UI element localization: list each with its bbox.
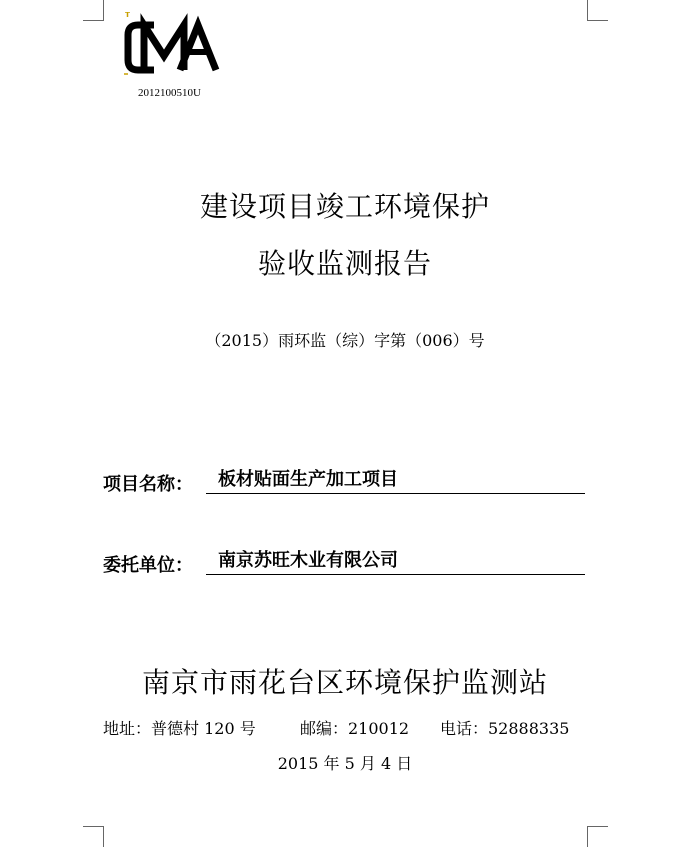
crop-mark-bottom-left	[83, 826, 104, 847]
crop-mark-top-left	[83, 0, 104, 21]
station-postcode: 邮编：210012	[300, 719, 410, 738]
report-title-line-2: 验收监测报告	[257, 247, 432, 280]
project-name-value: 板材贴面生产加工项目	[206, 467, 585, 494]
certificate-number: 2012100510U	[138, 87, 201, 99]
project-name-label: 项目名称：	[103, 474, 193, 495]
issuing-station-name: 南京市雨花台区环境保护监测站	[141, 666, 548, 699]
crop-mark-bottom-right	[587, 826, 608, 847]
station-phone: 电话：52888335	[440, 719, 570, 738]
report-title-line-1: 建设项目竣工环境保护	[199, 190, 490, 223]
station-address: 地址：普德村 120 号	[103, 719, 256, 738]
client-label: 委托单位：	[103, 555, 193, 576]
crop-mark-top-right	[587, 0, 608, 21]
report-number: （2015）雨环监（综）字第（006）号	[205, 331, 485, 350]
cma-logo	[122, 12, 222, 78]
report-date: 2015 年 5 月 4 日	[277, 754, 413, 773]
client-value: 南京苏旺木业有限公司	[206, 548, 585, 575]
